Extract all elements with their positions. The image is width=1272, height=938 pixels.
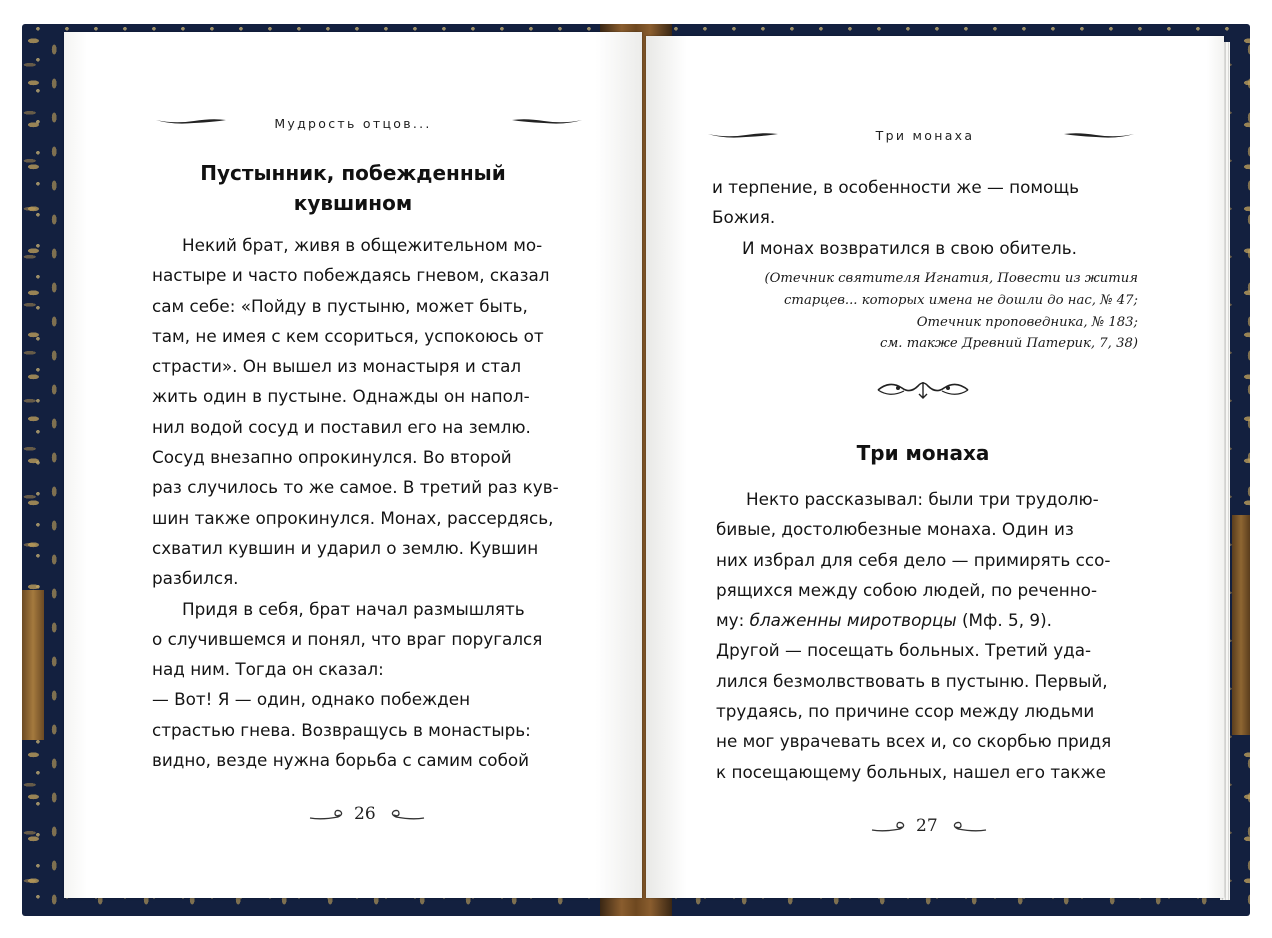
citation-line: старцев... которых имена не дошли до нас, № 47;	[784, 292, 1138, 308]
cover-leather-strip-right	[1232, 515, 1250, 735]
text-line: там, не имея с кем ссориться, успокоюсь от	[152, 325, 544, 346]
text-line: них избрал для себя дело — примирять ссо-	[716, 549, 1111, 570]
text-line: Сосуд внезапно опрокинулся. Во второй	[152, 447, 512, 468]
text-line: о случившемся и понял, что враг поругался	[152, 628, 543, 649]
text-line: — Вот! Я — один, однако побежден	[152, 689, 471, 710]
page-number: 26	[354, 804, 376, 824]
folio-ornament-icon	[308, 806, 348, 822]
text-line: шин также опрокинулся. Монах, рассердясь,	[152, 507, 554, 528]
text-line: схватил кувшин и ударил о землю. Кувшин	[152, 537, 539, 558]
scripture-reference: (Мф. 5, 9).	[956, 610, 1052, 631]
cover-leather-strip-left	[22, 590, 44, 740]
chapter-title-line: кувшином	[293, 191, 413, 215]
running-head: Три монаха	[875, 128, 975, 143]
text-fragment: му:	[716, 610, 750, 631]
text-line: страсти». Он вышел из монастыря и стал	[152, 356, 522, 377]
body-text	[152, 230, 577, 775]
scripture-quote: блаженны миротворцы	[749, 610, 957, 631]
text-line: и терпение, в особенности же — помощь	[712, 177, 1080, 197]
text-line: бивые, достолюбезные монаха. Один из	[716, 519, 1074, 540]
text-line: раз случилось то же самое. В третий раз кув-	[152, 477, 559, 498]
chapter-title	[64, 158, 642, 218]
folio-ornament-icon	[386, 806, 426, 822]
text-line: И монах возвратился в свою обитель.	[742, 237, 1077, 258]
text-line: настыре и часто побеждаясь гневом, сказал	[152, 265, 550, 286]
text-line: жить один в пустыне. Однажды он напол-	[152, 386, 530, 407]
text-line: страстью гнева. Возвращусь в монастырь:	[152, 719, 531, 740]
body-text	[716, 484, 1136, 787]
text-line: сам себе: «Пойду в пустыню, может быть,	[152, 295, 528, 316]
page-number: 27	[916, 816, 938, 836]
text-line: лился безмолвствовать в пустыню. Первый,	[716, 670, 1108, 691]
text-line: разбился.	[152, 568, 239, 589]
text-line: рящихся между собою людей, по реченно-	[716, 579, 1097, 600]
running-head: Мудрость отцов...	[274, 116, 432, 131]
folio-ornament-icon	[870, 818, 910, 834]
text-line: нил водой сосуд и поставил его на землю.	[152, 416, 531, 437]
text-line: Некий брат, живя в общежительном мо-	[182, 235, 543, 255]
folio-ornament-icon	[948, 818, 988, 834]
text-line: Придя в себя, брат начал размышлять	[182, 598, 525, 619]
text-line: Божия.	[712, 207, 776, 228]
swash-ornament-icon	[510, 112, 584, 126]
swash-ornament-icon	[1062, 126, 1136, 140]
citation-line: (Отечник святителя Игнатия, Повести из жития	[764, 271, 1138, 286]
section-divider-ornament-icon	[874, 376, 972, 402]
citation-line: Отечник проповедника, № 183;	[916, 314, 1138, 330]
text-line: Некто рассказывал: были три трудолю-	[746, 489, 1099, 509]
chapter-title-line: Пустынник, побежденный	[200, 161, 506, 185]
text-line: над ним. Тогда он сказал:	[152, 659, 384, 680]
source-citation	[716, 268, 1138, 355]
text-line: трудаясь, по причине ссор между людьми	[716, 701, 1095, 722]
left-page	[64, 32, 642, 898]
body-text-top	[712, 172, 1134, 263]
text-line: не мог уврачевать всех и, со скорбью придя	[716, 731, 1112, 752]
right-page	[646, 36, 1224, 898]
chapter-title: Три монаха	[856, 441, 990, 465]
text-line: Другой — посещать больных. Третий уда-	[716, 640, 1092, 661]
text-line: видно, везде нужна борьба с самим собой	[152, 750, 530, 771]
citation-line: см. также Древний Патерик, 7, 38)	[879, 336, 1138, 352]
text-line: к посещающему больных, нашел его также	[716, 761, 1106, 782]
text-line	[716, 605, 1136, 635]
